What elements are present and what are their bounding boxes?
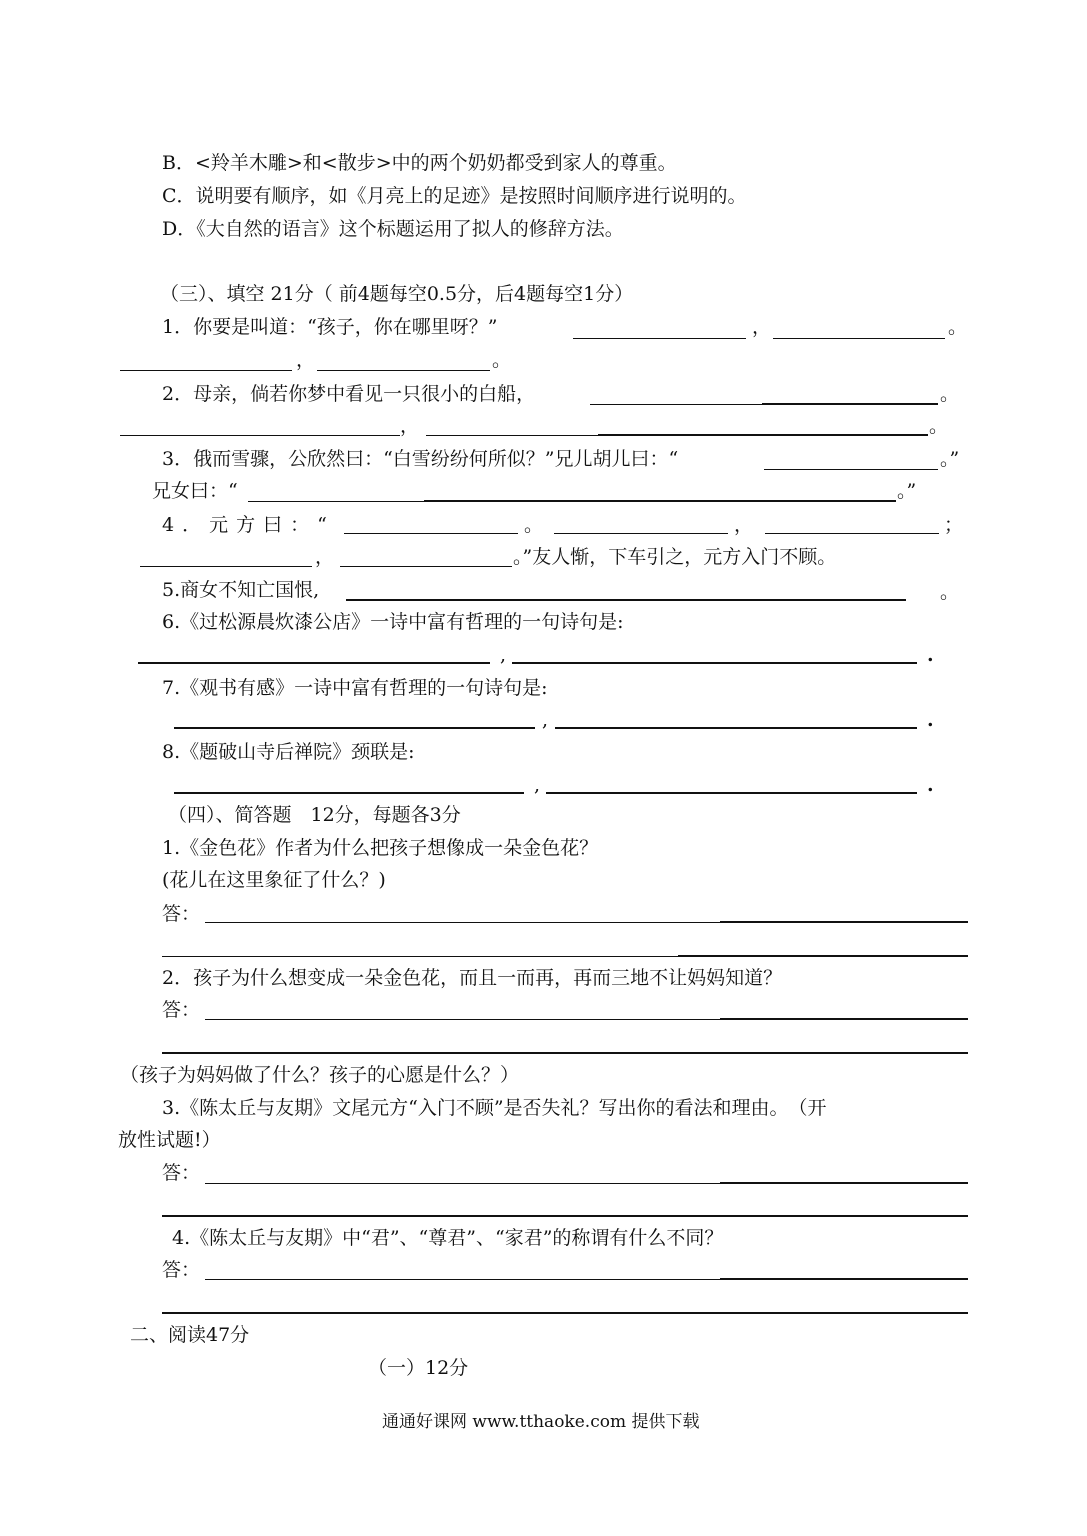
- punct: 。”: [897, 480, 917, 502]
- fill-q2-blank-3a[interactable]: [426, 435, 598, 436]
- punct: ,: [500, 644, 507, 666]
- short-q3-cont: 放性试题!）: [118, 1129, 221, 1151]
- short-q1-answer-line-2b[interactable]: [678, 955, 968, 957]
- fill-q3: 3．俄而雪骤，公欣然曰：“白雪纷纷何所似？”兄儿胡儿曰：“: [162, 448, 679, 470]
- short-q2-hint: （孩子为妈妈做了什么？孩子的心愿是什么？）: [120, 1064, 520, 1086]
- fill-q4-blank-2[interactable]: [554, 533, 728, 534]
- fill-q5-blank[interactable]: [346, 599, 906, 601]
- punct: 。”: [940, 448, 960, 470]
- fill-q2-blank-2[interactable]: [120, 435, 400, 436]
- short-q1-hint: (花儿在这里象征了什么？): [162, 869, 386, 891]
- answer-label: 答：: [162, 999, 201, 1021]
- fill-q4-blank-1[interactable]: [344, 533, 518, 534]
- fill-q4-blank-5[interactable]: [340, 566, 512, 567]
- fill-q1-blank-3[interactable]: [120, 370, 292, 371]
- fill-q4-blank-4[interactable]: [140, 566, 312, 567]
- fill-q3-blank-1[interactable]: [764, 469, 938, 470]
- answer-label: 答：: [162, 903, 201, 925]
- short-q3: 3.《陈太丘与友期》文尾元方“入门不顾”是否失礼？写出你的看法和理由。 （开: [162, 1097, 827, 1119]
- fill-q2: 2．母亲，倘若你梦中看见一只很小的白船，: [162, 383, 536, 405]
- fill-q1: 1．你要是叫道：“孩子，你在哪里呀？”: [162, 316, 498, 338]
- punct: ，: [752, 316, 772, 338]
- fill-q4-end: 。”友人惭，下车引之，元方入门不顾。: [513, 546, 837, 568]
- fill-q1-blank-4[interactable]: [317, 370, 490, 371]
- short-q3-answer-line-1b[interactable]: [720, 1182, 968, 1184]
- fill-q2-blank-1a[interactable]: [590, 404, 762, 405]
- reading-subsection-1: （一）12分: [368, 1357, 469, 1379]
- short-q4: 4.《陈太丘与友期》中“君”、“尊君”、“家君”的称谓有什么不同？: [172, 1227, 724, 1249]
- answer-label: 答：: [162, 1162, 201, 1184]
- punct: 。: [929, 415, 949, 437]
- short-q1-answer-line-2a[interactable]: [162, 956, 678, 957]
- punct: ，: [734, 514, 754, 536]
- option-b: B．<羚羊木雕>和<散步>中的两个奶奶都受到家人的尊重。: [162, 152, 677, 174]
- fill-q3-blank-2b[interactable]: [424, 500, 896, 502]
- fill-q8-blank-1[interactable]: [174, 792, 524, 794]
- fill-q4-blank-3[interactable]: [765, 533, 939, 534]
- fill-q5: 5.商女不知亡国恨,: [162, 579, 320, 601]
- fill-section-header: （三）、填空 21分（ 前4题每空0.5分，后4题每空1分）: [160, 283, 634, 305]
- fill-q7: 7.《观书有感》一诗中富有哲理的一句诗句是:: [162, 677, 548, 699]
- fill-q3-blank-2a[interactable]: [248, 501, 424, 502]
- punct: ，: [400, 415, 420, 437]
- short-q2-answer-line-1b[interactable]: [720, 1018, 968, 1020]
- page-footer: 通通好课网 www.tthaoke.com 提供下载: [382, 1412, 700, 1432]
- fill-q2-blank-3b[interactable]: [598, 434, 928, 436]
- short-q2-answer-line-2[interactable]: [162, 1052, 968, 1054]
- punct: .: [927, 774, 934, 796]
- answer-label: 答：: [162, 1259, 201, 1281]
- punct: 。: [492, 349, 512, 371]
- short-q2: 2．孩子为什么想变成一朵金色花，而且一而再，再而三地不让妈妈知道？: [162, 967, 783, 989]
- punct: ，: [315, 546, 335, 568]
- option-c: C．说明要有顺序，如《月亮上的足迹》是按照时间顺序进行说明的。: [162, 185, 747, 207]
- short-q3-answer-line-2[interactable]: [162, 1215, 968, 1217]
- punct: ,: [534, 774, 541, 796]
- short-section-header: （四）、简答题 12分，每题各3分: [168, 804, 461, 826]
- short-q1-answer-line-1a[interactable]: [205, 922, 720, 923]
- short-q2-answer-line-1a[interactable]: [205, 1019, 720, 1020]
- fill-q8: 8.《题破山寺后禅院》颈联是:: [162, 741, 415, 763]
- fill-q8-blank-2[interactable]: [546, 792, 917, 794]
- punct: 。: [940, 581, 960, 603]
- fill-q7-blank-2[interactable]: [555, 727, 917, 729]
- fill-q4: 4．元方曰：“: [162, 514, 335, 536]
- short-q4-answer-line-1a[interactable]: [205, 1279, 720, 1280]
- punct: ；: [944, 514, 964, 536]
- fill-q1-blank-1[interactable]: [573, 338, 746, 339]
- fill-q6-blank-1[interactable]: [138, 662, 490, 664]
- punct: ,: [542, 709, 549, 731]
- punct: 。: [524, 514, 544, 536]
- reading-section-header: 二、阅读47分: [130, 1324, 250, 1346]
- short-q1-answer-line-1b[interactable]: [720, 921, 968, 923]
- fill-q6-blank-2[interactable]: [512, 662, 917, 664]
- short-q4-answer-line-2[interactable]: [162, 1312, 968, 1314]
- fill-q1-blank-2[interactable]: [773, 338, 945, 339]
- option-d: D．《大自然的语言》这个标题运用了拟人的修辞方法。: [162, 218, 624, 240]
- punct: 。: [940, 383, 960, 405]
- punct: ，: [296, 349, 316, 371]
- short-q1: 1.《金色花》作者为什么把孩子想像成一朵金色花？: [162, 837, 599, 859]
- punct: .: [927, 709, 934, 731]
- fill-q7-blank-1[interactable]: [174, 727, 535, 729]
- punct: .: [927, 644, 934, 666]
- fill-q2-blank-1b[interactable]: [762, 403, 938, 405]
- short-q4-answer-line-1b[interactable]: [720, 1278, 968, 1280]
- fill-q6: 6.《过松源晨炊漆公店》一诗中富有哲理的一句诗句是:: [162, 611, 624, 633]
- short-q3-answer-line-1a[interactable]: [205, 1183, 720, 1184]
- punct: 。: [948, 316, 968, 338]
- fill-q3b: 兄女曰：“: [152, 480, 238, 502]
